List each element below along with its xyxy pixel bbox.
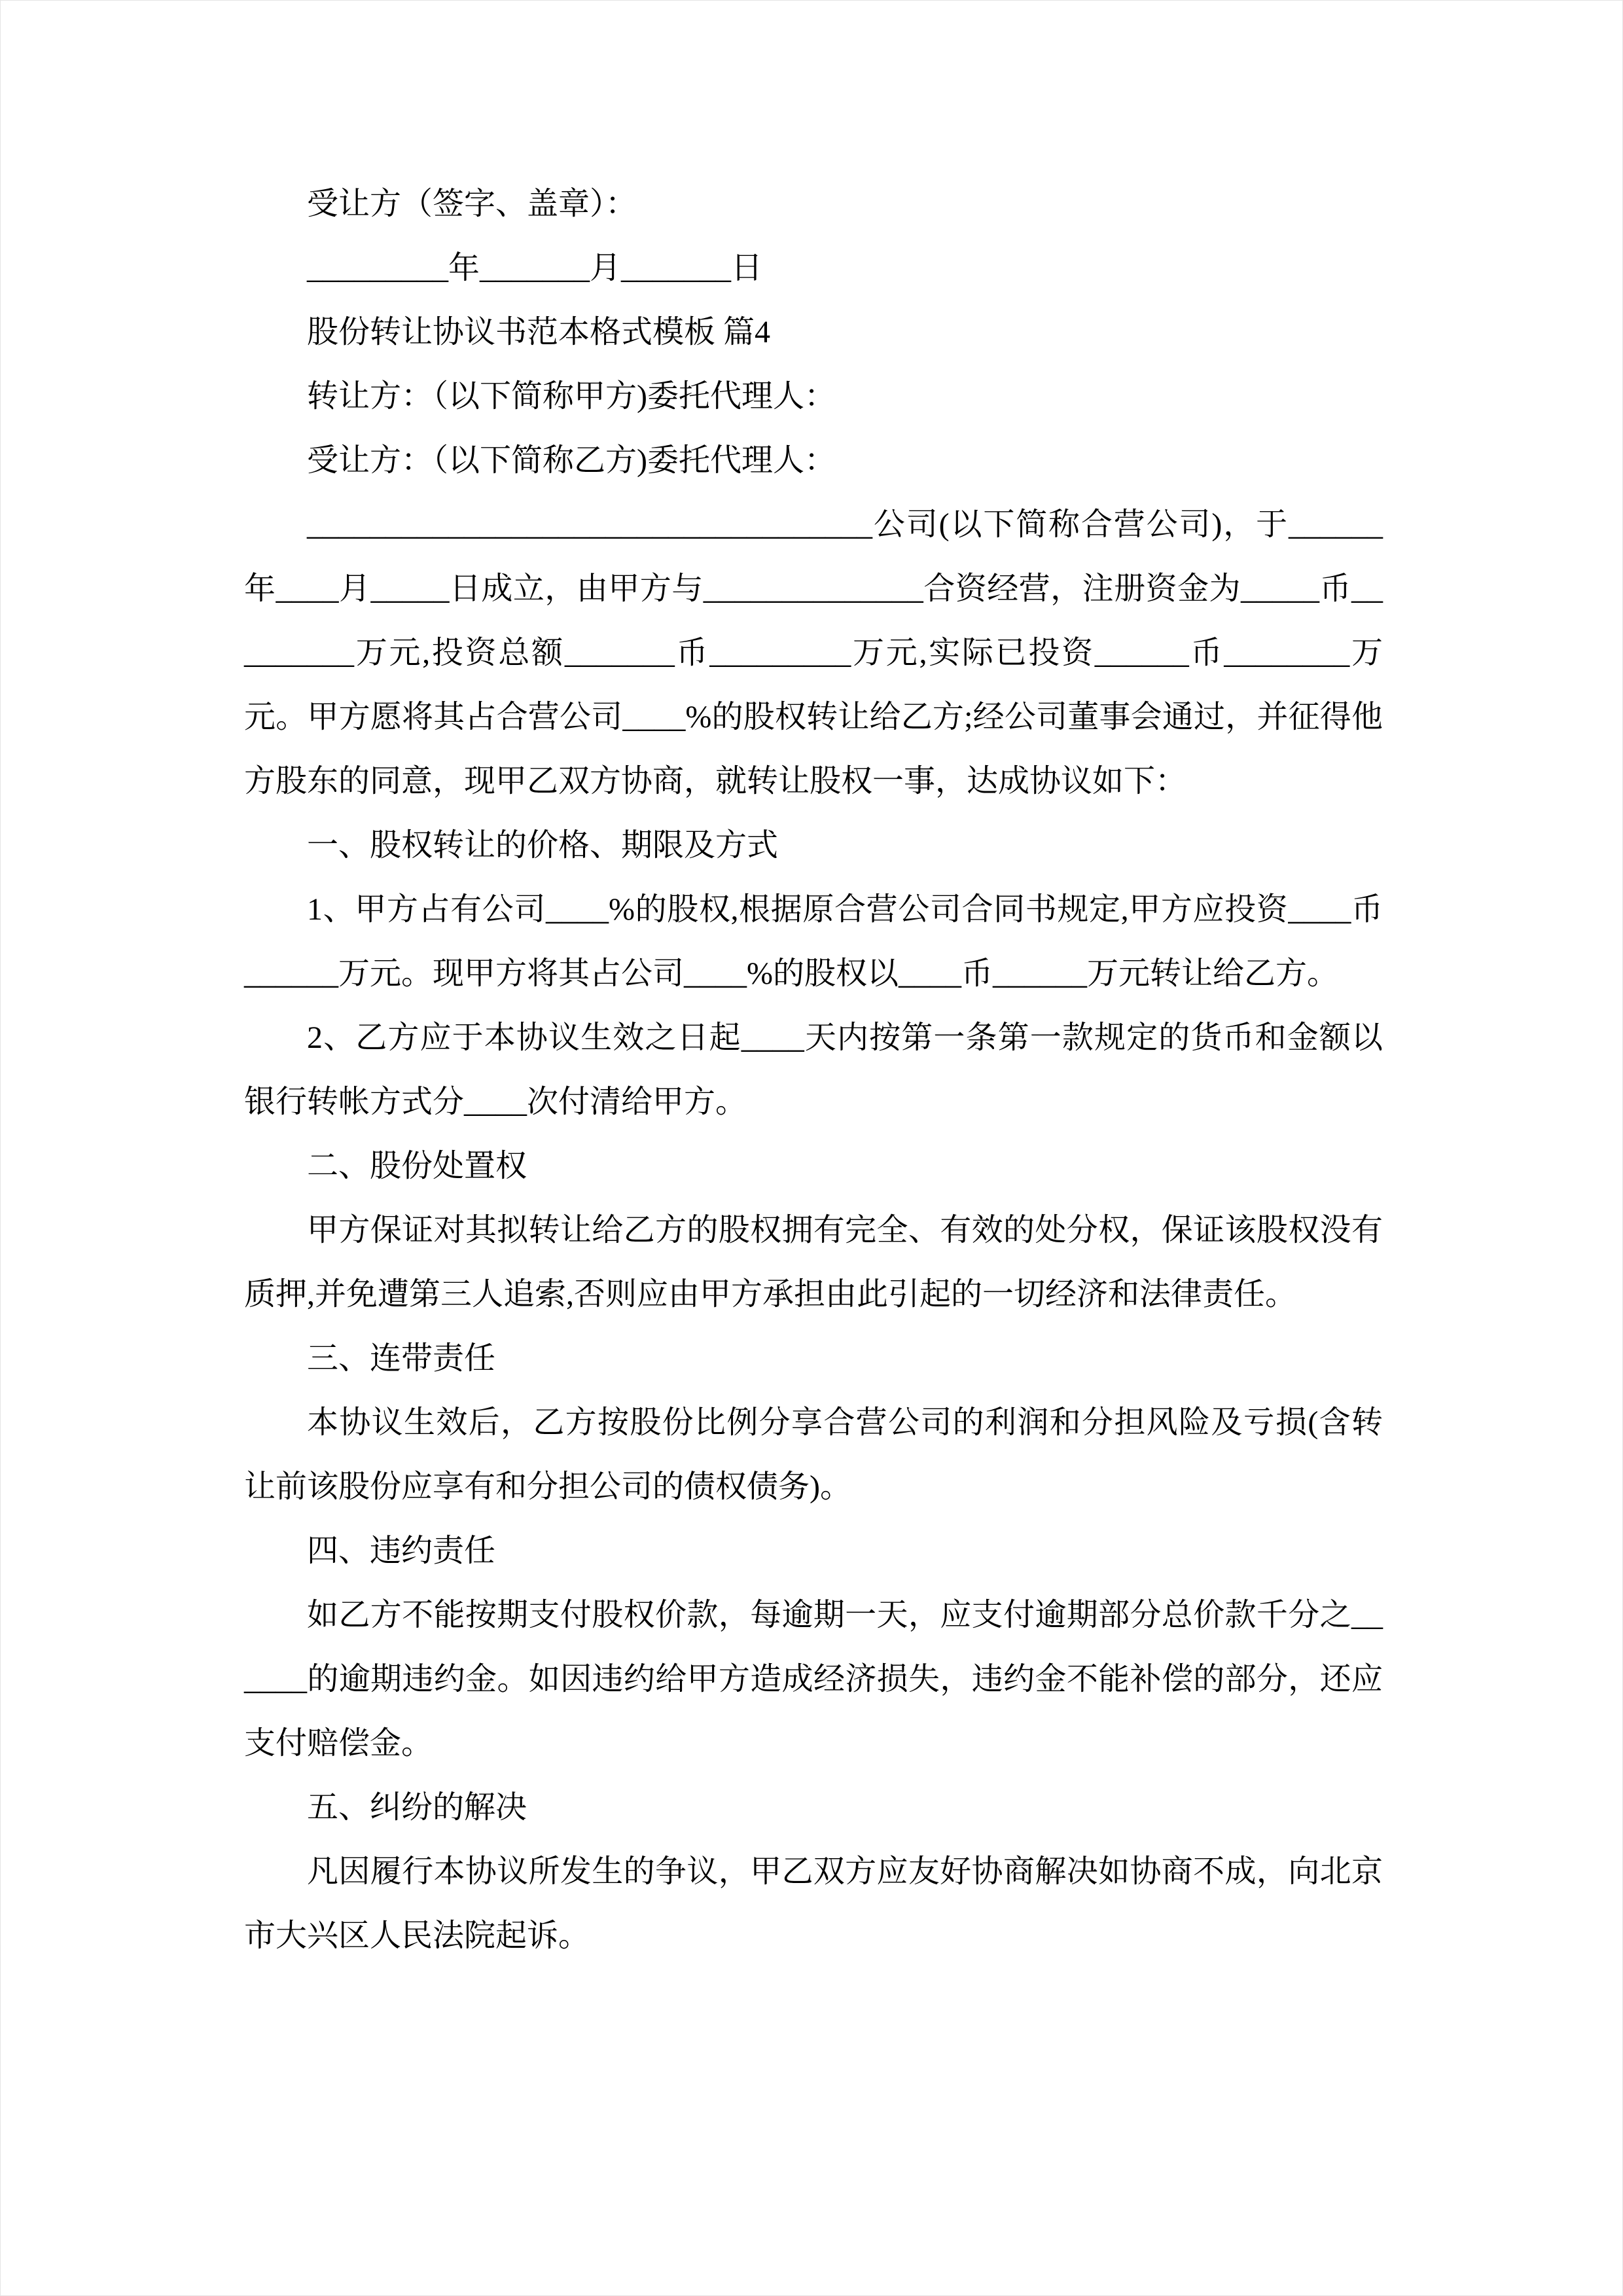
transferee-line: 受让方：（以下简称乙方)委托代理人： [307,443,836,478]
section-3-body: 本协议生效后，乙方按股份比例分享合营公司的利润和分担风险及亏损(含转让前该股份应享有和分担公司的债权债务)。 [244,1405,1383,1504]
section-2-heading: 二、股份处置权 [307,1149,527,1183]
document-title: 股份转让协议书范本格式模板 篇4 [307,315,771,350]
section-1-clause-1: 1、甲方占有公司____%的股权,根据原合营公司合同书规定,甲方应投资____币______万元。现甲方将其占公司____%的股权以____币______万元转让给乙方。 [244,892,1383,991]
document-body [244,172,1383,1968]
section-5-heading: 五、纠纷的解决 [307,1790,527,1825]
section-2-body: 甲方保证对其拟转让给乙方的股权拥有完全、有效的处分权，保证该股权没有质押,并免遭第三人追索,否则应由甲方承担由此引起的一切经济和法律责任。 [244,1213,1383,1312]
date-blank-line: _________年_______月_______日 [307,251,763,285]
signee-signature-line: 受让方（签字、盖章）： [307,187,637,221]
section-4-heading: 四、违约责任 [307,1534,496,1568]
section-1-clause-2: 2、乙方应于本协议生效之日起____天内按第一条第一款规定的货币和金额以银行转帐方式分____次付清给甲方。 [244,1020,1383,1119]
section-5-body: 凡因履行本协议所发生的争议，甲乙双方应友好协商解决如协商不成，向北京市大兴区人民法院起诉。 [244,1854,1383,1953]
preamble-paragraph: ____________________________________公司(以下简称合营公司)，于______年____月_____日成立，由甲方与______________合资经营，注册资金为_____币_________万元,投资总额_______币_________万元,实际已投资______币________万元。甲方愿将其占合营公司____%的股权转让给乙方;经公司董事会通过，并征得他方股东的同意，现甲乙双方协商，就转让股权一事，达成协议如下： [244,507,1383,798]
section-1-heading: 一、股权转让的价格、期限及方式 [307,828,779,863]
transferor-line: 转让方：（以下简称甲方)委托代理人： [307,379,836,414]
section-4-body: 如乙方不能按期支付股权价款，每逾期一天，应支付逾期部分总价款千分之______的逾期违约金。如因违约给甲方造成经济损失，违约金不能补偿的部分，还应支付赔偿金。 [244,1598,1383,1761]
section-3-heading: 三、连带责任 [307,1341,496,1376]
